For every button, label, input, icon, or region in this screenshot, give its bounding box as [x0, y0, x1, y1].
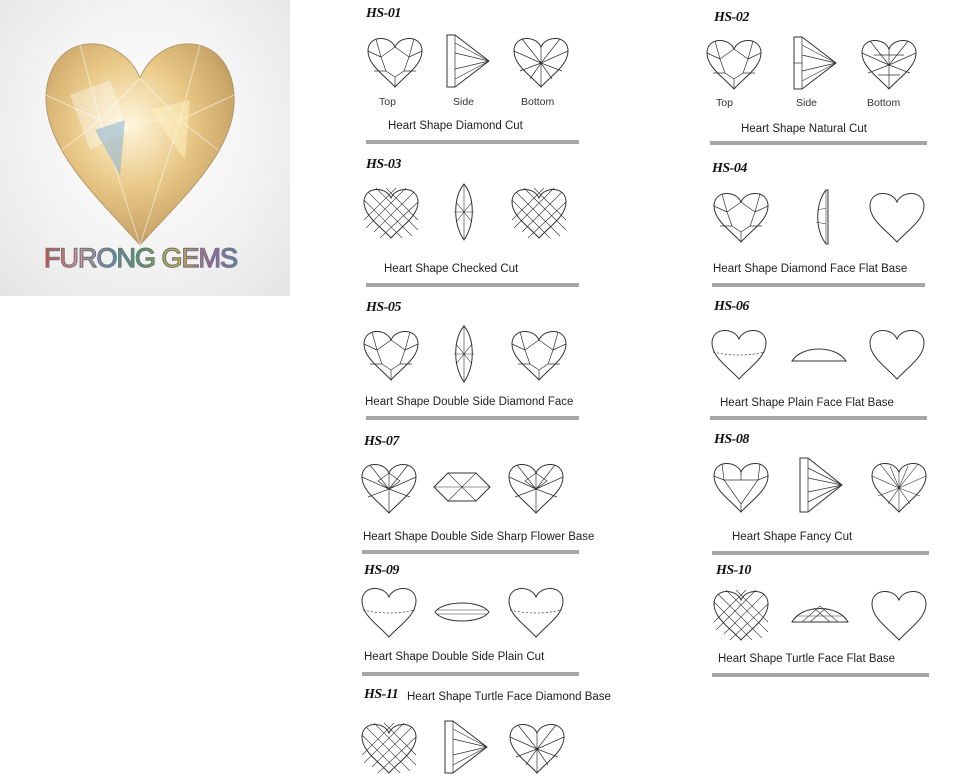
brand-logo: FURONG GEMS	[44, 243, 264, 274]
gem-side-icon	[790, 341, 848, 365]
cut-name-hs04: Heart Shape Diamond Face Flat Base	[713, 263, 908, 275]
gem-side-icon	[433, 598, 491, 626]
divider	[366, 416, 579, 420]
gem-side-icon	[790, 35, 838, 91]
cut-name-hs03: Heart Shape Checked Cut	[384, 263, 519, 275]
cut-code-hs05: HS-05	[366, 300, 401, 315]
heart-bottom-icon	[512, 33, 570, 89]
cut-name-hs09: Heart Shape Double Side Plain Cut	[364, 651, 545, 663]
cut-code-hs08: HS-08	[714, 432, 749, 447]
hs08-side-view	[796, 456, 844, 514]
cut-name-hs11: Heart Shape Turtle Face Diamond Base	[407, 691, 611, 703]
cut-name-hs07: Heart Shape Double Side Sharp Flower Base	[363, 531, 595, 543]
divider	[712, 283, 925, 287]
hs10-top-view	[712, 586, 770, 642]
hs05-side-view	[450, 324, 478, 384]
cut-name-hs06: Heart Shape Plain Face Flat Base	[720, 397, 894, 409]
gem-side-icon	[450, 182, 478, 242]
cut-code-hs04: HS-04	[712, 161, 747, 176]
hs01-top-label: Top	[379, 96, 396, 108]
heart-bottom-icon	[860, 35, 918, 91]
heart-top-icon	[362, 326, 420, 382]
hs06-side-view	[790, 341, 848, 365]
divider	[366, 283, 579, 287]
product-photo	[0, 0, 290, 296]
heart-checked-icon	[712, 586, 770, 642]
hs06-top-view	[710, 325, 768, 381]
hs02-side-label: Side	[796, 97, 818, 109]
hs11-top-view	[360, 719, 418, 775]
hs01-top-view	[366, 33, 424, 89]
hs07-bottom-view	[507, 459, 565, 515]
gem-side-icon	[450, 324, 478, 384]
heart-checked-icon	[360, 719, 418, 775]
hs01-side-view	[443, 33, 491, 89]
heart-top-icon	[510, 326, 568, 382]
heart-flower-icon	[507, 459, 565, 515]
cut-name-hs10: Heart Shape Turtle Face Flat Base	[718, 653, 896, 665]
cut-code-hs01: HS-01	[366, 6, 401, 21]
gem-side-icon	[812, 188, 832, 246]
gem-side-icon	[441, 719, 489, 775]
heart-plain-icon	[507, 583, 565, 639]
hs02-bottom-label: Bottom	[867, 97, 901, 109]
cut-code-hs03: HS-03	[366, 157, 401, 172]
cut-name-hs08: Heart Shape Fancy Cut	[732, 531, 853, 543]
hs07-side-view	[432, 471, 492, 503]
cut-code-hs07: HS-07	[364, 434, 399, 449]
hs04-top-view	[712, 188, 770, 244]
hs05-bottom-view	[510, 326, 568, 382]
hs02-bottom-view	[860, 35, 918, 91]
divider	[362, 672, 579, 676]
hs02-top-view	[705, 35, 763, 91]
hs08-top-view	[712, 458, 770, 514]
heart-top-icon	[366, 33, 424, 89]
cut-code-hs10: HS-10	[716, 563, 751, 578]
hs07-top-view	[360, 459, 418, 515]
hs05-top-view	[362, 326, 420, 382]
heart-plain-icon	[710, 325, 768, 381]
heart-checked-icon	[362, 184, 420, 240]
hs02-side-view	[790, 35, 838, 91]
hs03-top-view	[362, 184, 420, 240]
cut-name-hs05: Heart Shape Double Side Diamond Face	[365, 396, 574, 408]
heart-plain-icon	[868, 188, 926, 244]
divider	[712, 551, 929, 555]
divider	[366, 140, 579, 144]
heart-top-icon	[712, 188, 770, 244]
divider	[710, 416, 927, 420]
gem-side-icon	[443, 33, 491, 89]
heart-plain-icon	[360, 583, 418, 639]
hs04-side-view	[812, 188, 832, 246]
cut-code-hs09: HS-09	[364, 563, 399, 578]
heart-flower-icon	[360, 459, 418, 515]
cut-code-hs11: HS-11	[364, 687, 399, 702]
hs01-bottom-label: Bottom	[521, 96, 555, 108]
heart-plain-icon	[868, 325, 926, 381]
hs01-bottom-view	[512, 33, 570, 89]
divider	[362, 550, 579, 554]
hs08-bottom-view	[870, 458, 928, 514]
hs03-side-view	[450, 182, 478, 242]
cut-name-hs02: Heart Shape Natural Cut	[741, 123, 867, 135]
hs09-bottom-view	[507, 583, 565, 639]
cut-code-hs02: HS-02	[714, 10, 749, 25]
gem-side-icon	[790, 600, 850, 626]
hs09-side-view	[433, 598, 491, 626]
heart-checked-icon	[510, 184, 568, 240]
divider	[712, 673, 929, 677]
cut-code-hs06: HS-06	[714, 299, 749, 314]
heart-bottom-icon	[870, 458, 928, 514]
heart-top-icon	[705, 35, 763, 91]
heart-bottom-icon	[508, 719, 566, 775]
cut-name-hs01: Heart Shape Diamond Cut	[388, 120, 523, 132]
hs03-bottom-view	[510, 184, 568, 240]
hs06-bottom-view	[868, 325, 926, 381]
hs11-bottom-view	[508, 719, 566, 775]
hs10-bottom-view	[870, 586, 928, 642]
hs11-side-view	[441, 719, 489, 775]
gem-side-icon	[796, 456, 844, 514]
divider	[710, 141, 927, 145]
heart-fancy-icon	[712, 458, 770, 514]
hs04-bottom-view	[868, 188, 926, 244]
hs09-top-view	[360, 583, 418, 639]
hs02-top-label: Top	[716, 97, 733, 109]
hs01-side-label: Side	[453, 96, 475, 108]
gem-side-icon	[432, 471, 492, 503]
heart-plain-icon	[870, 586, 928, 642]
hs10-side-view	[790, 600, 850, 626]
